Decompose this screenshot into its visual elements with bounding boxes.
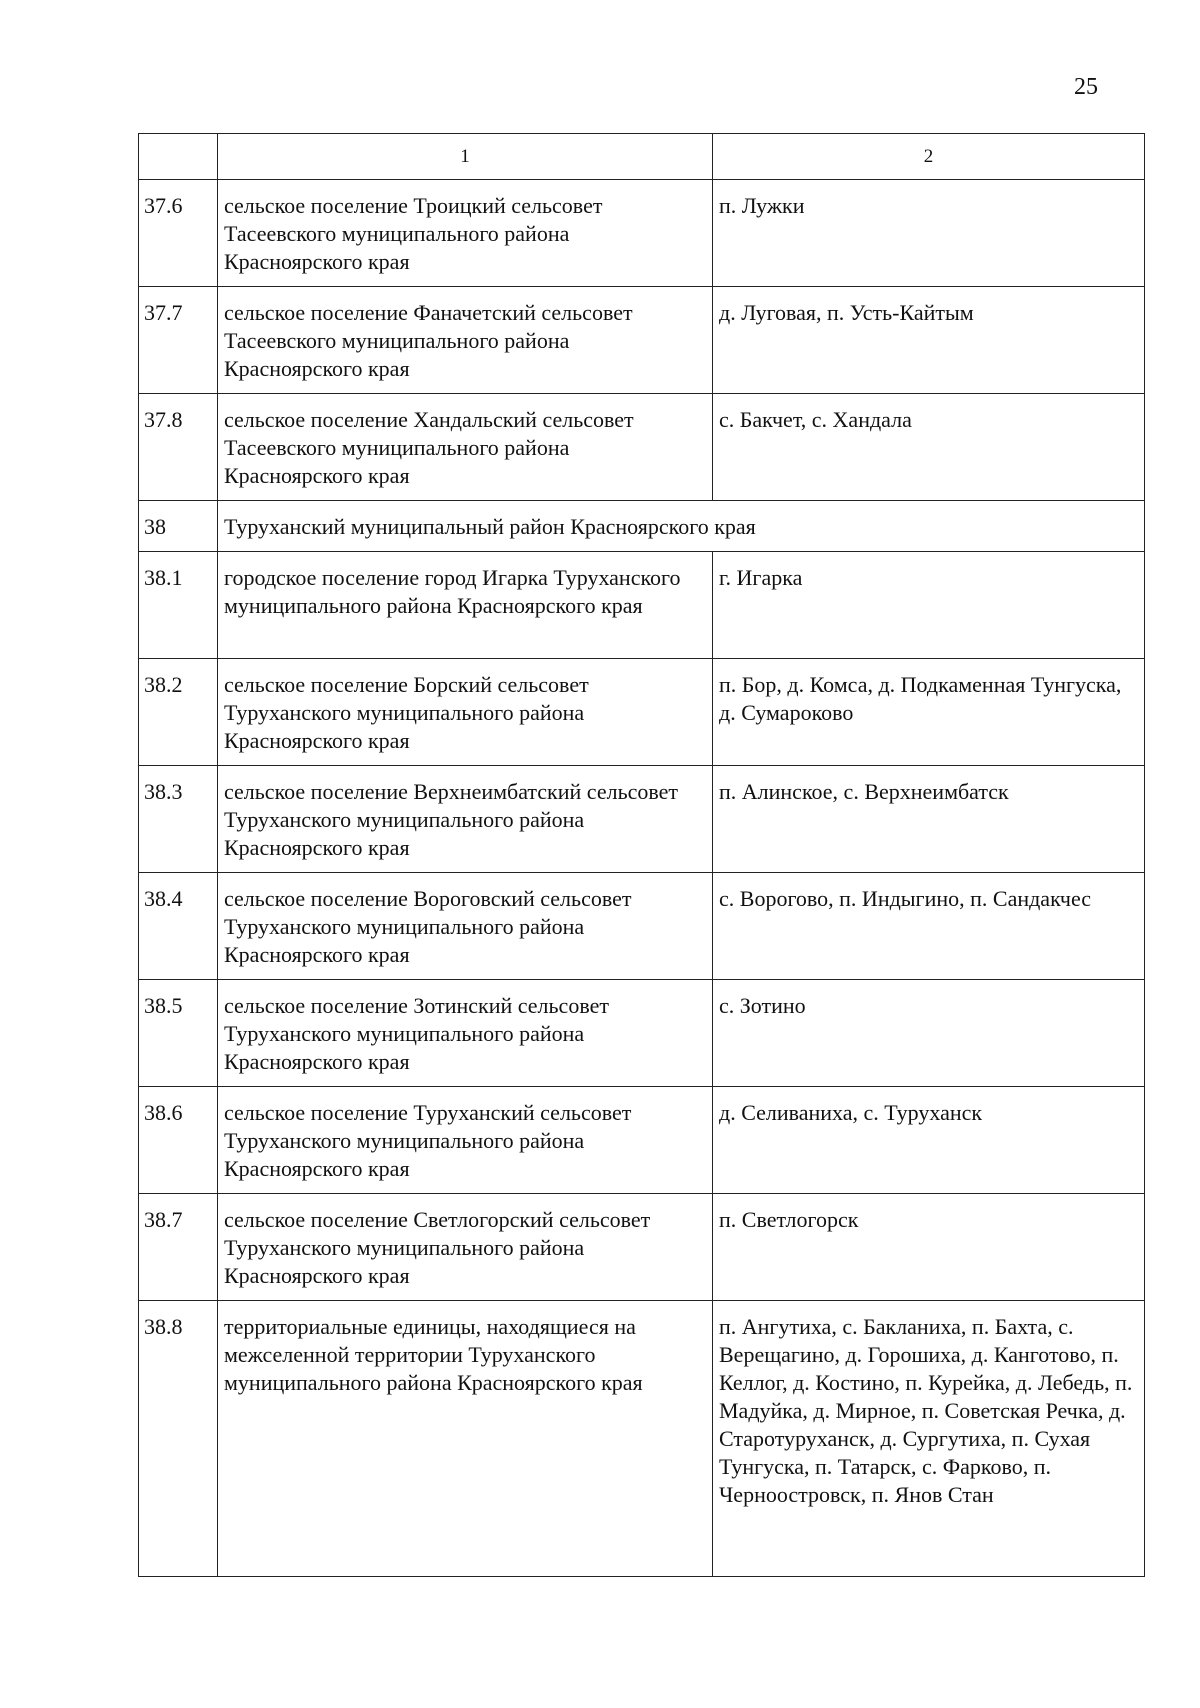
municipality-name: сельское поселение Туруханский сельсовет Туруханского муниципального района Красноярского края [218,1087,713,1194]
table-row [139,659,1145,766]
settlements-list: п. Светлогорск [713,1194,1145,1301]
municipality-name: городское поселение город Игарка Туруханского муниципального района Красноярского края [218,552,713,659]
row-number: 38.3 [139,766,218,873]
settlements-list: с. Ворогово, п. Индыгино, п. Сандакчес [713,873,1145,980]
header-cell-number [139,134,218,180]
municipality-name: сельское поселение Троицкий сельсовет Тасеевского муниципального района Красноярского края [218,180,713,287]
row-number: 38.6 [139,1087,218,1194]
header-cell-2: 2 [713,134,1145,180]
table-header-row [139,134,1145,180]
table-row [139,394,1145,501]
settlements-list: с. Зотино [713,980,1145,1087]
row-number: 38.7 [139,1194,218,1301]
table-row-district [139,501,1145,552]
header-cell-1: 1 [218,134,713,180]
row-number: 38.8 [139,1301,218,1577]
municipality-name: сельское поселение Борский сельсовет Туруханского муниципального района Красноярского края [218,659,713,766]
table-row [139,873,1145,980]
row-number: 38 [139,501,218,552]
district-name: Туруханский муниципальный район Красноярского края [218,501,1145,552]
settlements-list: п. Лужки [713,180,1145,287]
table-row [139,766,1145,873]
row-number: 38.5 [139,980,218,1087]
row-number: 38.1 [139,552,218,659]
row-number: 38.2 [139,659,218,766]
table-row [139,180,1145,287]
settlements-list: д. Селиваниха, с. Туруханск [713,1087,1145,1194]
row-number: 38.4 [139,873,218,980]
municipality-name: сельское поселение Вороговский сельсовет Туруханского муниципального района Красноярского края [218,873,713,980]
municipality-name: сельское поселение Верхнеимбатский сельсовет Туруханского муниципального района Красноярского края [218,766,713,873]
row-number: 37.6 [139,180,218,287]
table-row [139,1087,1145,1194]
table-row [139,980,1145,1087]
settlements-list: с. Бакчет, с. Хандала [713,394,1145,501]
table-row [139,552,1145,659]
settlements-list: п. Алинское, с. Верхнеимбатск [713,766,1145,873]
settlements-list: г. Игарка [713,552,1145,659]
page-number: 25 [1074,74,1098,100]
row-number: 37.7 [139,287,218,394]
table-row [139,1301,1145,1577]
municipality-name: территориальные единицы, находящиеся на межселенной территории Туруханского муниципального района Красноярского края [218,1301,713,1577]
municipality-name: сельское поселение Светлогорский сельсовет Туруханского муниципального района Красноярского края [218,1194,713,1301]
table-row [139,1194,1145,1301]
settlements-list: п. Бор, д. Комса, д. Подкаменная Тунгуска, д. Сумароково [713,659,1145,766]
municipality-name: сельское поселение Хандальский сельсовет Тасеевского муниципального района Красноярского края [218,394,713,501]
municipality-name: сельское поселение Зотинский сельсовет Туруханского муниципального района Красноярского края [218,980,713,1087]
settlements-list: д. Луговая, п. Усть-Кайтым [713,287,1145,394]
settlements-table [138,133,1145,1577]
table-row [139,287,1145,394]
municipality-name: сельское поселение Фаначетский сельсовет Тасеевского муниципального района Красноярского края [218,287,713,394]
settlements-list: п. Ангутиха, с. Бакланиха, п. Бахта, с. Верещагино, д. Горошиха, д. Канготово, п. Келлог, д. Костино, п. Курейка, д. Лебедь, п. Мадуйка, д. Мирное, п. Советская Речка, д. Старотуруханск, д. Сургутиха, п. Сухая Тунгуска, п. Татарск, с. Фарково, п. Черноостровск, п. Янов Стан [713,1301,1145,1577]
row-number: 37.8 [139,394,218,501]
